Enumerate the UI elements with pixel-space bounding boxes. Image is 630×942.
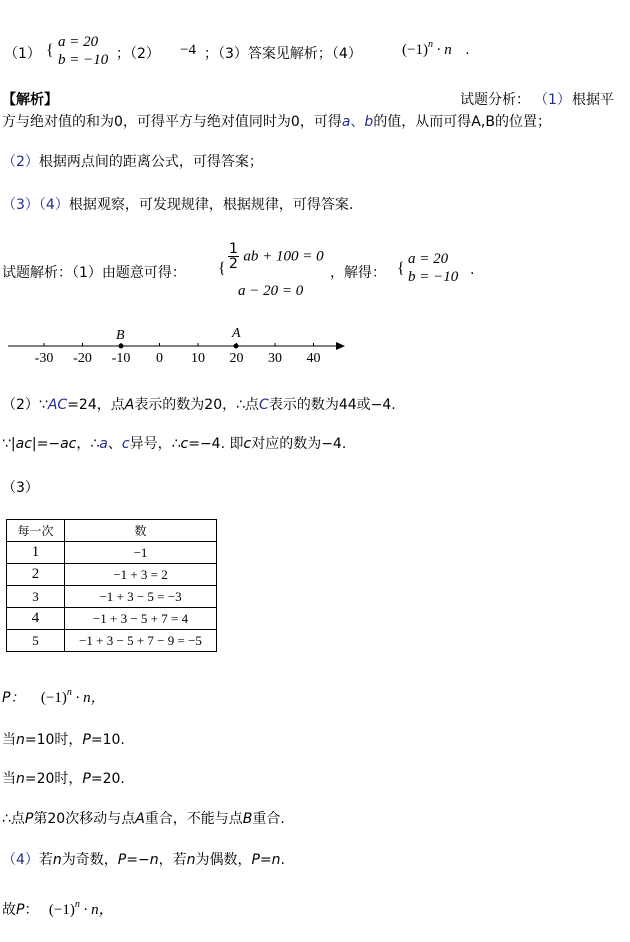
part4-final: 故P： $(-1)^n \cdot n$， [2, 899, 114, 918]
number-line-tick-label: 30 [268, 351, 282, 366]
number-line-tick-label: -30 [34, 351, 54, 366]
analysis-item1-a: 根据平 [572, 92, 614, 108]
table-cell: 4 [7, 608, 65, 630]
part3-n10: 当n=10时，P=10. [2, 732, 125, 748]
table-header-cell: 每一次 [7, 520, 65, 542]
part3-p-formula: P： $(-1)^n \cdot n$， [2, 687, 106, 706]
table-cell: −1 + 3 − 5 + 7 = 4 [65, 608, 217, 630]
answer-2: −4 [180, 42, 196, 58]
solution-result [408, 250, 458, 286]
answer-1-label: （1） [4, 46, 41, 62]
point-b-dot [119, 344, 124, 349]
number-line-tick-label: -10 [111, 351, 131, 366]
analysis-item2: （2）根据两点间的距离公式，可得答案； [2, 154, 263, 170]
brace: { [397, 260, 405, 277]
table-header-cell: 数 [65, 520, 217, 542]
number-line-arrow [336, 342, 345, 350]
answer-4: $(-1)^n \cdot n$ . [402, 39, 470, 58]
part3-label: （3） [2, 480, 39, 496]
answer-sep-2: ；（3）答案见解析；（4） [204, 46, 362, 62]
analysis-item1-line2: 方与绝对值的和为0，可得平方与绝对值同时为0，可得a、b的值，从而可得A,B的位置； [2, 114, 551, 130]
point-a-dot [234, 344, 239, 349]
answer-sep-1: ；（2） [116, 46, 160, 62]
answer-1-eq-a: a = 20 [58, 34, 99, 50]
brace: { [46, 42, 54, 59]
solution-eq1: $\frac{1}{2}$ ab + 100 = 0 [229, 241, 324, 272]
analysis-item1-num: （1） [534, 92, 571, 108]
point-b-label: B [116, 328, 125, 343]
number-line [0, 320, 350, 370]
part2-line1: （2）∵AC=24，点A表示的数为20，∴点C表示的数为44或−4. [2, 397, 396, 413]
table-row [7, 630, 217, 652]
answer-1-system [58, 33, 108, 69]
part2-line2: ∵|ac|=−ac，∴a、c异号，∴c=−4. 即c对应的数为−4. [2, 436, 347, 452]
number-line-tick-label: 0 [156, 351, 163, 366]
table-header-row [7, 520, 217, 542]
table-cell: 1 [7, 542, 65, 564]
table-cell: 3 [7, 586, 65, 608]
part3-conclusion: ∴点P第20次移动与点A重合，不能与点B重合. [2, 811, 285, 827]
number-line-tick-label: -20 [73, 351, 92, 366]
number-line-tick-label: 40 [306, 351, 321, 366]
solution-lead: 试题解析：（1）由题意可得： [2, 265, 186, 281]
point-a-label: A [232, 326, 241, 341]
table-cell: −1 + 3 = 2 [65, 564, 217, 586]
solution-result-b: b = −10 [408, 269, 459, 285]
solution-result-a: a = 20 [408, 251, 449, 267]
part3-n20: 当n=20时，P=20. [2, 771, 125, 787]
solution-eq2: a − 20 = 0 [238, 283, 304, 299]
table-cell: −1 + 3 − 5 + 7 − 9 = −5 [65, 630, 217, 652]
table-row [7, 564, 217, 586]
number-line-tick-label: 20 [229, 351, 244, 366]
table-cell: 2 [7, 564, 65, 586]
table-row [7, 542, 217, 564]
answer-1-eq-b: b = −10 [58, 52, 109, 68]
table-cell: 5 [7, 630, 65, 652]
sequence-table [6, 519, 217, 652]
table-cell: −1 [65, 542, 217, 564]
table-row [7, 608, 217, 630]
part4-line1: （4）若n为奇数，P=−n，若n为偶数，P=n. [2, 852, 285, 868]
table-cell: −1 + 3 − 5 = −3 [65, 586, 217, 608]
analysis-tag: 【解析】 [2, 92, 58, 108]
analysis-head: 试题分析： [460, 92, 530, 108]
analysis-item34: （3）（4）根据观察，可发现规律，根据规律，可得答案. [2, 197, 354, 213]
solution-end: . [470, 262, 475, 278]
solution-solve: ，解得： [330, 265, 386, 281]
number-line-tick-label: 10 [191, 351, 205, 366]
brace: { [218, 260, 226, 277]
table-row [7, 586, 217, 608]
